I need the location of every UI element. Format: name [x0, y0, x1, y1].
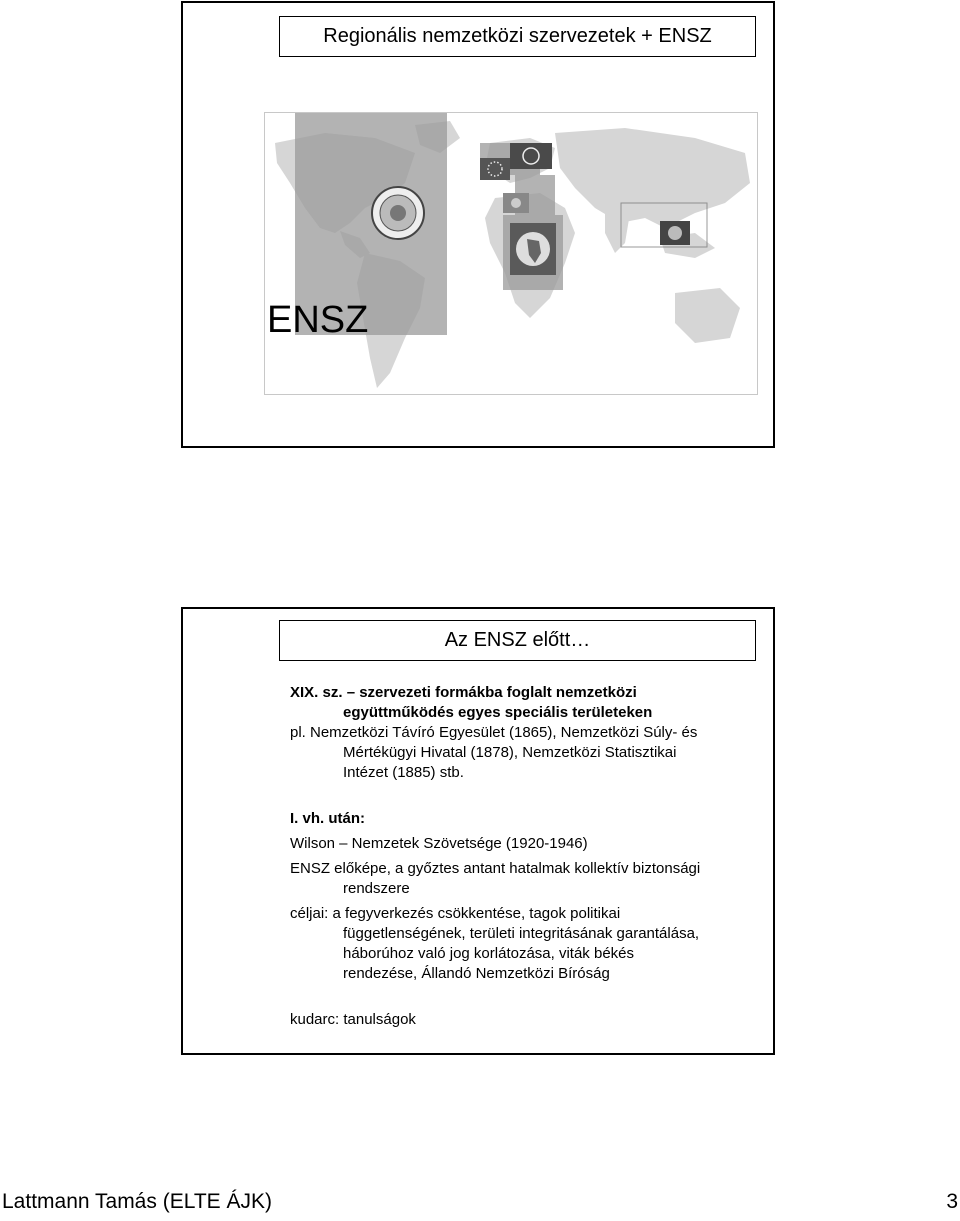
asean-flag-icon: [660, 221, 690, 245]
paragraph-precursor: [290, 859, 760, 899]
eu-flag-icon: [480, 158, 510, 180]
paragraph-after-ww1: I. vh. után:: [290, 810, 365, 827]
paragraph-examples: [290, 723, 760, 783]
text-line: rendezése, Állandó Nemzetközi Bíróság: [343, 965, 610, 982]
text-line: XIX. sz. – szervezeti formákba foglalt nemzetközi: [290, 684, 637, 701]
text-line: Mértékügyi Hivatal (1878), Nemzetközi Statisztikai: [343, 744, 677, 761]
world-map-graphic: [265, 113, 758, 395]
paragraph-goals: [290, 904, 760, 984]
map-label-ensz: ENSZ: [267, 299, 369, 341]
page-number: 3: [946, 1190, 958, 1213]
slide-title: Regionális nemzetközi szervezetek + ENSZ: [279, 16, 756, 57]
text-line: együttműködés egyes speciális területeken: [343, 704, 653, 721]
council-of-europe-flag-icon: [510, 143, 552, 169]
paragraph-xix-century: [290, 683, 760, 723]
african-union-emblem-icon: [510, 223, 556, 275]
paragraph-failure: kudarc: tanulságok: [290, 1011, 416, 1028]
text-line: ENSZ előképe, a győztes antant hatalmak kollektív biztonsági: [290, 860, 701, 877]
slide-body: [290, 683, 760, 1030]
text-line: háborúhoz való jog korlátozása, viták békés: [343, 945, 635, 962]
slide-before-un: [181, 607, 775, 1055]
text-line: függetlenségének, területi integritásának garantálása,: [343, 925, 700, 942]
footer-author: Lattmann Tamás (ELTE ÁJK): [2, 1190, 272, 1213]
text-line: céljai: a fegyverkezés csökkentése, tagok politikai: [290, 905, 621, 922]
world-map-image: [264, 112, 758, 395]
arab-league-flag-icon: [503, 193, 529, 213]
text-line: rendszere: [343, 880, 410, 897]
oas-emblem-icon: [372, 187, 424, 239]
slide-regional-organizations: [181, 1, 775, 448]
text-line: pl. Nemzetközi Távíró Egyesület (1865), Nemzetközi Súly- és: [290, 724, 698, 741]
paragraph-league-of-nations: Wilson – Nemzetek Szövetsége (1920-1946): [290, 835, 588, 852]
text-line: Intézet (1885) stb.: [343, 764, 464, 781]
slide-title: Az ENSZ előtt…: [279, 620, 756, 661]
